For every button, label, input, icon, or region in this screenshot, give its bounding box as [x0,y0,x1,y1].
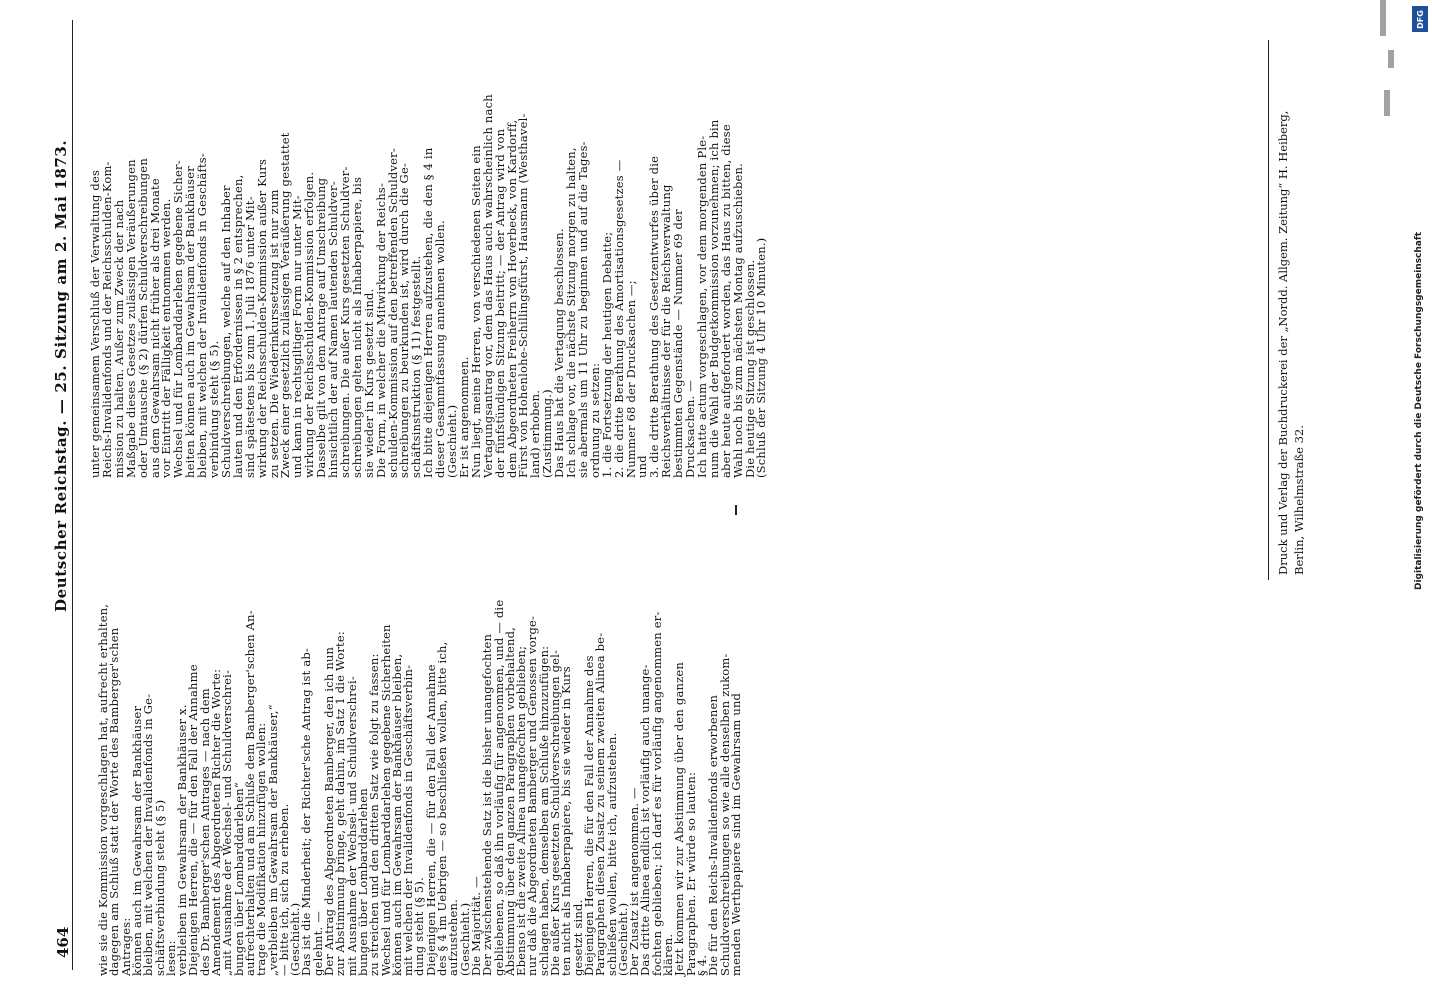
text-line: Der Antrag des Abgeordneten Bamberger, den ich nun [322,646,336,976]
text-line: vor Eintritt der Fälligkeit entnommen werden. [159,198,174,478]
text-line: des Dr. Bamberger'schen Antrages — nach dem [197,688,212,976]
text-line: (Geschieht.) [445,404,459,478]
text-line: Die heutige Sitzung ist geschlossen. [742,259,757,478]
text-line: wie sie die Kommission vorgeschlagen hat, aufrecht erhalten, [96,603,110,976]
text-line: heiten können auch im Gewahrsam der Bankhäuser [183,166,198,478]
scan-edge-mark [1384,90,1390,116]
text-line: Paragraphen. Er würde so lauten: [683,771,698,976]
text-line: Vertagungsantrag vor, dem das Haus auch wahrscheinlich nach [480,94,495,478]
text-line: (Schluß der Sitzung 4 Uhr 10 Minuten.) [754,237,769,478]
text-line: trage die Modifikation hinzufügen wollen: [254,722,269,976]
text-line: Diejenigen Herren, die — für den Fall der Annahme [186,664,201,976]
text-line: wirkung der Reichsschulden-Kommission außer Kurs [254,158,269,478]
text-line: sie abermals um 11 Uhr zu beginnen und auf die Tages- [575,141,590,478]
text-line: Drucksachen. — [683,380,697,478]
text-line: lesen: [163,940,178,976]
text-line: 1. die Fortsetzung der heutigen Debatte; [599,231,614,478]
text-line: land) erhoben. [528,389,543,478]
text-line: 3. die dritte Berathung des Gesetzentwurfes über die [647,155,662,478]
imprint-line-2: Berlin, Wilhelmstraße 32. [1292,425,1306,575]
text-line: des § 4 im Uebrigen — so beschließen wollen, bitte ich, [435,641,449,976]
text-line: Wechsel und für Lombarddarlehen gegebene Sicher- [171,160,186,478]
text-line: schäftsverbindung steht (§ 5) [152,799,167,976]
sidebar-credit: Digitalisierung gefördert durch die Deutsche Forschungsgemeinschaft [1414,231,1424,590]
text-line: Ich schlage vor, die nächste Sitzung morgen zu halten, [564,147,578,478]
text-line: oder Umtausche (§ 2) dürfen Schuldverschreibungen [135,158,150,478]
text-line: (Geschieht.) [615,902,630,976]
column-divider [735,505,737,515]
text-line: bleiben, mit welchen der Invalidenfonds in Geschäfts- [195,153,210,478]
text-line: Das ist die Minderheit; der Richter'sche Antrag ist ab- [299,647,314,976]
text-line: der fünfstündigen Sitzung beitritt; — der Antrag wird von [492,128,507,478]
page-number: 464 [54,926,72,958]
text-line: Nun liegt, meine Herren, von verschiedenen Seiten ein [468,145,483,478]
header-rule [72,20,73,970]
text-line: Antrages: [118,917,133,976]
running-title: Deutscher Reichstag. — 25. Sitzung am 2. Mai 1873. [52,139,70,612]
dfg-logo-label: DFG [1415,9,1425,29]
text-line: Jetzt kommen wir zur Abstimmung über den ganzen [672,662,687,976]
text-line: Wechsel und für Lombarddarlehen gegebene Sicherheiten [378,624,393,976]
text-line: mission zu halten. Außer zum Zweck der nach [111,199,126,478]
text-line: Die für den Reichs-Invalidenfonds erworbenen [706,694,721,976]
text-line: Schuldverschreibungen, welche auf den Inhaber [218,185,233,478]
text-line: schreibungen. Die außer Kurs gesetzten Schuldver- [337,166,352,478]
text-line: Ich bitte diejenigen Herren aufzustehen, die den § 4 in [421,147,436,478]
text-line: können auch im Gewahrsam der Bankhäuser [129,705,144,976]
text-line: Der Zusatz ist angenommen. — [627,787,642,976]
text-line: lauten und den Erfordernissen in § 2 entsprechen, [230,174,245,478]
text-line: zu streichen und den dritten Satz wie folgt zu fassen: [367,653,382,976]
text-line: Maßgabe dieses Gesetzes zulässigen Veräußerungen [123,159,138,478]
text-line: hinsichtlich der auf Namen lautenden Schuldver- [326,181,340,478]
text-line: Nummer 68 der Drucksachen —; [623,280,638,478]
text-line: mit welchen der Invalidenfonds in Geschäftsverbin- [401,664,416,976]
text-line: unter gemeinsamem Verschluß der Verwaltung des [88,169,102,478]
text-line: sind spätestens bis zum 1. Juli 1876 unter Mit- [242,196,257,478]
text-line: mit Ausnahme der Wechsel- und Schuldverschrei- [344,676,359,976]
text-line: (Geschieht.) [457,902,472,976]
dfg-logo-icon [1412,6,1428,32]
text-line: „mit Ausnahme der Wechsel- und Schuldverschrei- [220,669,235,976]
text-line: schließen wollen, bitte ich, aufzustehen. [604,732,619,976]
text-line: Die außer Kurs gesetzten Schuldverschreibungen gel- [548,649,562,976]
text-line: können auch im Gewahrsam der Bankhäuser bleiben, [389,653,404,976]
text-line: — bitte ich, sich zu erheben. [276,803,291,976]
text-line: klären. [661,933,675,976]
text-line: zu setzen. Die Wiederinkurssetzung ist nur zum [266,189,281,478]
text-line: aufrechterhalten und am Schluße dem Bamberger'schen An- [242,610,257,976]
text-line: Schuldverschreibungen so wie alle denselben zukom- [717,653,732,976]
text-line: dagegen am Schluß statt der Worte des Bamberger'schen [107,627,122,976]
text-line: (Geschieht.) [288,902,303,976]
text-line: Amendement des Abgeordneten Richter die Worte: [209,668,223,976]
text-line: gebliebenen, so daß ihn vorläufig für angenommen, und — die [491,599,506,976]
text-line: 2. die dritte Berathung des Amortisationsgesetzes — [611,159,626,478]
text-line: bleiben, mit welchen der Invalidenfonds in Ge- [141,693,156,976]
text-line: schreibungen gelten nicht als Inhaberpapiere, bis [349,176,364,478]
text-line: dem Abgeordneten Freiherrn von Hoverbeck, von Kardorff, [504,119,519,478]
text-line: dung steht (§ 5). [412,877,427,976]
text-line: bestimmten Gegenstände — Nummer 69 der [671,209,686,478]
text-line: Der zwischenstehende Satz ist die bisher unangefochten [480,633,495,976]
text-line: ten nicht als Inhaberpapiere, bis sie wieder in Kurs [559,666,574,976]
text-line: nur daß die Abgeordneten Bamberger und Genossen vorge- [525,615,540,976]
text-line: Diejenigen Herren, die — für den Fall der Annahme [423,664,438,976]
text-line: § 4. [694,954,709,976]
text-line: (Zustimmung.) [540,389,555,478]
text-line: dieser Gesammtfassung annehmen wollen. [433,220,448,478]
text-line: gesetzt sind. [570,899,585,976]
text-line: Zweck einer gesetzlich zulässigen Veräußerung gestattet [278,132,293,478]
text-line: Reichs-Invalidenfonds und der Reichsschulden-Kom- [99,161,114,478]
text-line: und kann in rechtsgiltiger Form nur unter Mit- [290,195,305,478]
text-line: Die Majorität. — [468,876,483,976]
text-line: sie wieder in Kurs gesetzt sind. [361,288,376,478]
text-line: schäftsinstruktion (§ 11) festgestellt. [409,255,424,478]
imprint-line-1: Druck und Verlag der Buchdruckerei der „Nordd. Allgem. Zeitung“ H. Heiberg, [1276,110,1290,575]
scan-edge-mark [1380,0,1386,36]
text-line: Das dritte Alinea endlich ist vorläufig auch unange- [638,664,653,976]
scan-edge-mark [1388,50,1394,68]
text-line: schreibungen zu beurkunden ist, wird durch die Ge- [397,162,412,478]
text-line: zur Abstimmung bringe, geht dahin, im Satz 1 die Worte: [333,631,348,976]
text-line: ordnung zu setzen: [587,362,602,478]
text-line: schulden-Kommission auf den betreffenden Schuldver- [385,148,400,478]
text-line: Die Form, in welcher die Mitwirkung der Reichs- [373,182,388,478]
text-line: Fürst von Hohenlohe-Schillingsfürst, Hausmann (Westhavel- [516,113,531,478]
text-line: Dasselbe gilt von dem Antrage auf Umschreibung [314,177,329,478]
text-line: Reichsverhältnisse der für die Reichsverwaltung [659,184,674,478]
text-line: aufzustehen. [446,899,461,976]
text-line: verbindung steht (§ 5). [207,340,221,478]
text-line: verbleiben im Gewahrsam der Bankhäuser x. [175,704,190,976]
text-line: aus dem Gewahrsam nicht früher als drei Monate [147,178,162,478]
text-line: fochten geblieben; ich darf es für vorläufig angenommen er- [649,611,664,976]
text-line: Ich hatte actum vorgeschlagen, vor dem morgenden Ple- [694,135,709,478]
text-line: Er ist angenommen. [456,356,471,478]
text-line: Das Haus hat die Vertagung beschlossen. [552,228,567,478]
text-line: „verbleiben im Gewahrsam der Bankhäuser,“ [265,704,280,976]
text-line: bungen über Lombarddarlehen [355,788,370,976]
text-line: aber heute aufgefordert worden, das Haus zu bitten, diese [718,124,733,478]
text-line: menden Werthpapiere sind im Gewahrsam und [728,692,743,976]
text-line: Wahl noch bis zum nächsten Montag aufzuschieben. [730,162,745,478]
imprint-rule [1268,40,1269,580]
text-line: Paragraphen diesen Zusatz zu seinem zweiten Alinea be- [593,632,608,976]
text-line: num die Wahl der Budgetkommission vorzunehmen; ich bin [706,119,721,478]
text-line: schlagen haben, demselben am Schluße hinzuzufügen: [536,645,551,976]
text-line: wirkung der Reichsschulden-Kommission erfolgen. [302,171,317,478]
text-line: gelehnt. — [310,911,325,976]
text-line: und [635,455,650,478]
text-line: Diejenigen Herren, die für den Fall der Annahme des [581,655,596,976]
text-line: Abstimmung über den ganzen Paragraphen vorbehaltend, [502,626,517,976]
text-line: Ebenso ist die zweite Alinea unangefochten geblieben; [514,645,529,976]
text-line: bungen über Lombarddarlehen“ [231,782,246,976]
